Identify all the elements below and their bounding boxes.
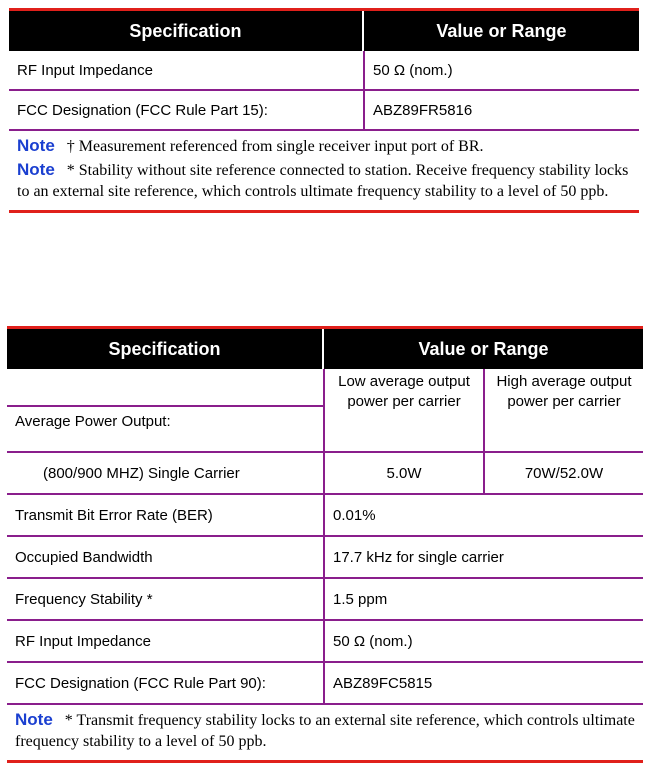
bottom-rule — [9, 210, 639, 213]
note-label: Note — [17, 160, 55, 179]
avg-power-label: Average Power Output: — [15, 413, 171, 430]
notes — [9, 131, 639, 210]
table-row — [9, 91, 639, 131]
header-specification: Specification — [108, 338, 221, 359]
low-power-header: Low average output power per carrier — [323, 369, 483, 451]
header-value: Value or Range — [322, 329, 643, 369]
header-value: Value or Range — [362, 11, 639, 51]
table-row — [7, 495, 643, 537]
note — [15, 709, 643, 752]
note-text: * Stability without site reference connected to station. Receive frequency stability locks to an external site reference, which controls ultimate frequency stability to a level of 50 ppb. — [17, 162, 629, 200]
table-header — [9, 11, 639, 51]
row-value: 1.5 ppm — [323, 579, 643, 619]
note — [17, 159, 639, 202]
row-spec: FCC Designation (FCC Rule Part 90): — [15, 674, 266, 692]
row-value: 17.7 kHz for single carrier — [323, 537, 643, 577]
table-row — [7, 537, 643, 579]
row-value: 50 Ω (nom.) — [363, 51, 639, 89]
row-value: 50 Ω (nom.) — [323, 621, 643, 661]
row-spec: RF Input Impedance — [15, 632, 151, 650]
note-text: † Measurement referenced from single receiver input port of BR. — [66, 138, 484, 155]
table-row — [7, 663, 643, 705]
notes — [7, 705, 643, 760]
row-value: ABZ89FC5815 — [323, 663, 643, 703]
note — [17, 135, 639, 157]
row-spec: Transmit Bit Error Rate (BER) — [15, 506, 213, 524]
row-value: ABZ89FR5816 — [363, 91, 639, 129]
spec-table-receiver — [9, 8, 639, 213]
header-specification: Specification — [129, 20, 242, 41]
power-subheader — [7, 369, 643, 453]
high-power-header: High average output power per carrier — [483, 369, 643, 451]
divider — [7, 405, 323, 407]
note-text: * Transmit frequency stability locks to an external site reference, which controls ultimate frequency stability to a level of 50 ppb. — [15, 712, 635, 750]
row-spec: Frequency Stability * — [15, 590, 153, 608]
table-row — [9, 51, 639, 91]
table-header — [7, 329, 643, 369]
row-spec: RF Input Impedance — [17, 61, 153, 79]
row-spec: FCC Designation (FCC Rule Part 15): — [17, 101, 268, 119]
row-value-high: 70W/52.0W — [483, 453, 643, 493]
table-row — [7, 579, 643, 621]
spec-table-transmitter — [7, 326, 643, 763]
note-label: Note — [17, 136, 55, 155]
table-row — [7, 453, 643, 495]
row-spec: (800/900 MHZ) Single Carrier — [43, 464, 240, 482]
power-label-cell — [7, 369, 323, 451]
row-value-low: 5.0W — [323, 453, 483, 493]
table-row — [7, 621, 643, 663]
row-spec: Occupied Bandwidth — [15, 548, 153, 566]
note-label: Note — [15, 710, 53, 729]
row-value: 0.01% — [323, 495, 643, 535]
